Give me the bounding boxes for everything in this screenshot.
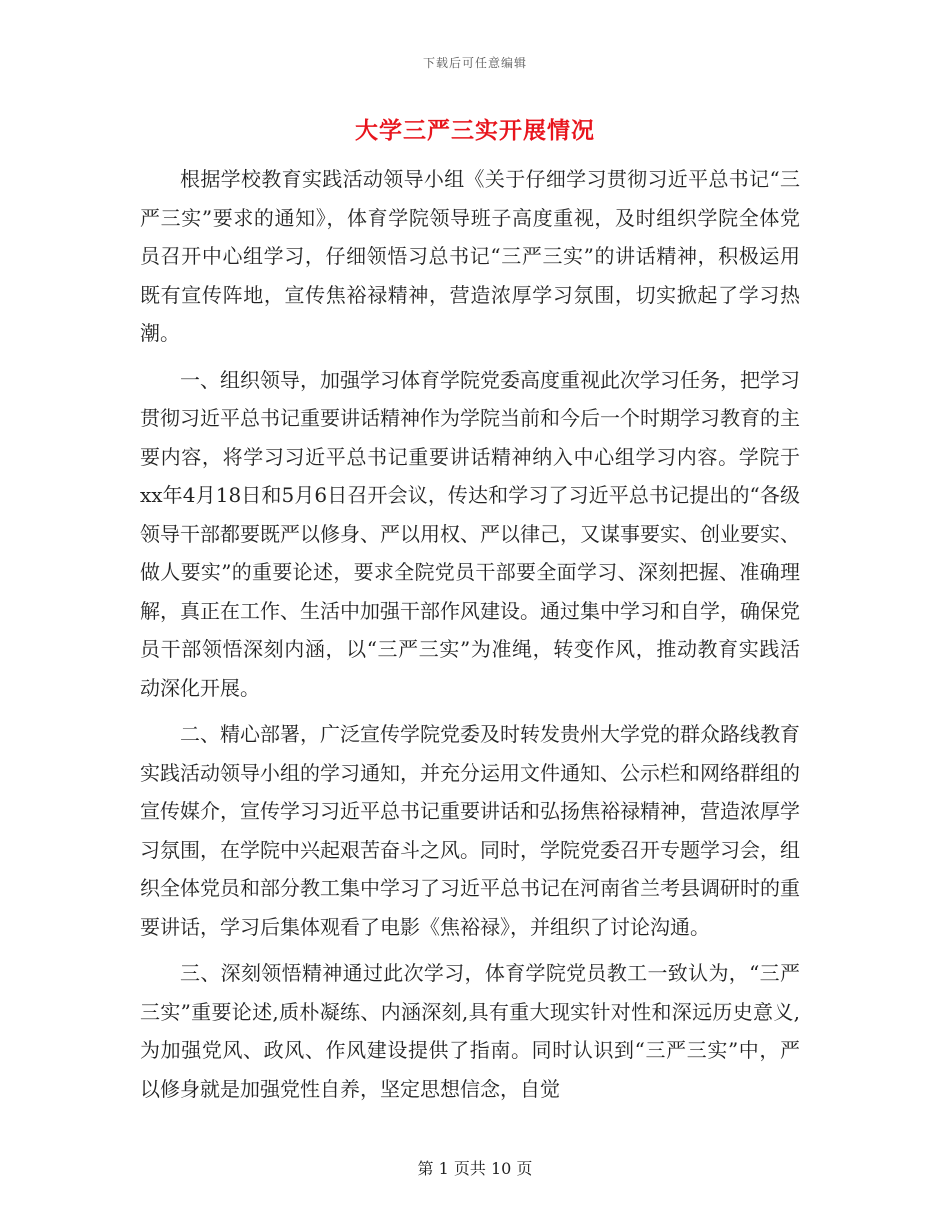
document-body (140, 160, 800, 1116)
paragraph-section-2: 二、精心部署，广泛宣传学院党委及时转发贵州大学党的群众路线教育实践活动领导小组的学习通知，并充分运用文件通知、公示栏和网络群组的宣传媒介，宣传学习习近平总书记重要讲话和弘扬焦裕禄精神，营造浓厚学习氛围，在学院中兴起艰苦奋斗之风。同时，学院党委召开专题学习会，组织全体党员和部分教工集中学习了习近平总书记在河南省兰考县调研时的重要讲话，学习后集体观看了电影《焦裕禄》，并组织了讨论沟通。 (140, 722, 800, 939)
header-note: 下载后可任意编辑 (422, 56, 527, 70)
paragraph-section-1: 一、组织领导，加强学习体育学院党委高度重视此次学习任务，把学习贯彻习近平总书记重要讲话精神作为学院当前和今后一个时期学习教育的主要内容，将学习习近平总书记重要讲话精神纳入中心组学习内容。学院于xx年4月18日和5月6日召开会议，传达和学习了习近平总书记提出的“各级领导干部都要既严以修身、严以用权、严以律己，又谋事要实、创业要实、做人要实”的重要论述，要求全院党员干部要全面学习、深刻把握、准确理解，真正在工作、生活中加强干部作风建设。通过集中学习和自学，确保党员干部领悟深刻内涵，以“三严三实”为准绳，转变作风，推动教育实践活动深化开展。 (140, 367, 800, 700)
paragraph-intro: 根据学校教育实践活动领导小组《关于仔细学习贯彻习近平总书记“三严三实”要求的通知》，体育学院领导班子高度重视，及时组织学院全体党员召开中心组学习，仔细领悟习总书记“三严三实”的讲话精神，积极运用既有宣传阵地，宣传焦裕禄精神，营造浓厚学习氛围，切实掀起了学习热潮。 (140, 167, 800, 345)
page-number: 第 1 页共 10 页 (417, 1159, 533, 1178)
paragraph-section-3: 三、深刻领悟精神通过此次学习，体育学院党员教工一致认为，“三严三实”重要论述,质朴凝练、内涵深刻,具有重大现实针对性和深远历史意义,为加强党风、政风、作风建设提供了指南。同时认识到“三严三实”中，严以修身就是加强党性自养，坚定思想信念，自觉 (140, 961, 800, 1101)
document-title: 大学三严三实开展情况 (355, 117, 595, 144)
